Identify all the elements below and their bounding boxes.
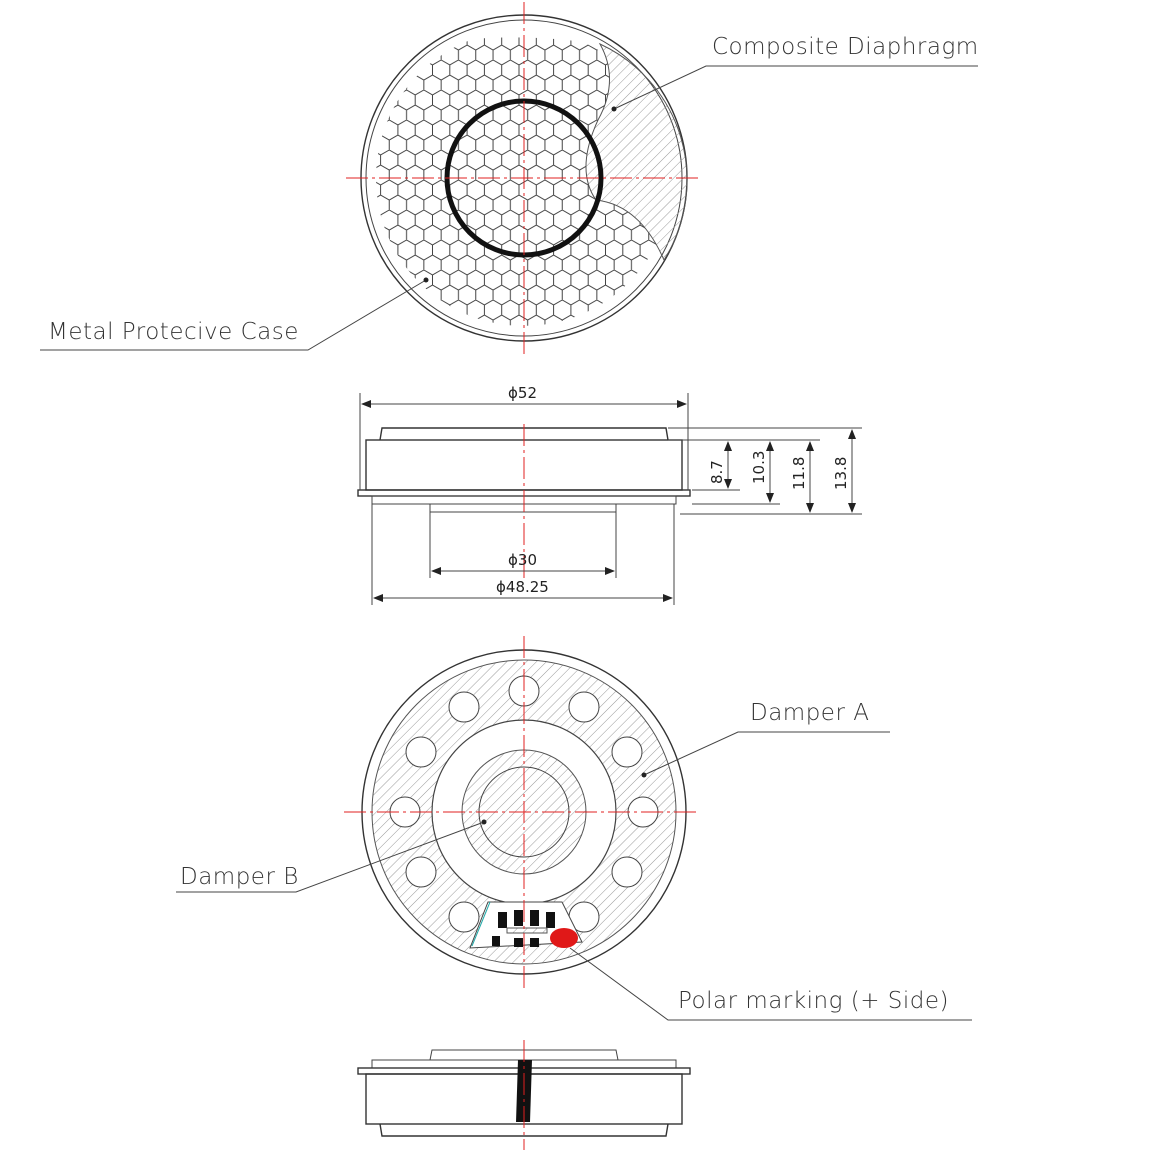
side-view: [358, 384, 862, 605]
case-leader-dot: [424, 278, 429, 283]
rear-view: [176, 636, 972, 1020]
dim-h2: 10.3: [750, 450, 768, 484]
damper-a-label: Damper A: [750, 700, 870, 726]
dim-h3: 11.8: [790, 456, 808, 490]
polar-marking-label: Polar marking (+ Side): [678, 988, 949, 1014]
damper-b-leader-dot: [482, 820, 487, 825]
dim-h4: 13.8: [832, 456, 850, 490]
dim-flange-diameter: ϕ48.25: [496, 578, 549, 596]
vent-hole: [612, 737, 642, 767]
bottom-side-view: [358, 1040, 690, 1150]
dim-h1: 8.7: [708, 460, 726, 484]
composite-diaphragm-label: Composite Diaphragm: [712, 34, 979, 60]
dim-outer-diameter: ϕ52: [508, 384, 537, 402]
vent-hole: [406, 737, 436, 767]
damper-b-label: Damper B: [180, 864, 299, 890]
side-rear-boss: [430, 504, 616, 512]
vent-hole: [449, 692, 479, 722]
damper-a-leader-dot: [642, 773, 647, 778]
polar-mark: [550, 928, 578, 948]
top-view: [40, 2, 979, 356]
metal-case-label: Metal Protecive Case: [48, 319, 299, 345]
dim-inner-diameter: ϕ30: [508, 551, 537, 569]
vent-hole: [406, 857, 436, 887]
damper-a-leader: [644, 732, 890, 775]
diaphragm-leader-dot: [612, 107, 617, 112]
vent-hole: [449, 902, 479, 932]
vent-hole: [569, 692, 599, 722]
vent-hole: [612, 857, 642, 887]
